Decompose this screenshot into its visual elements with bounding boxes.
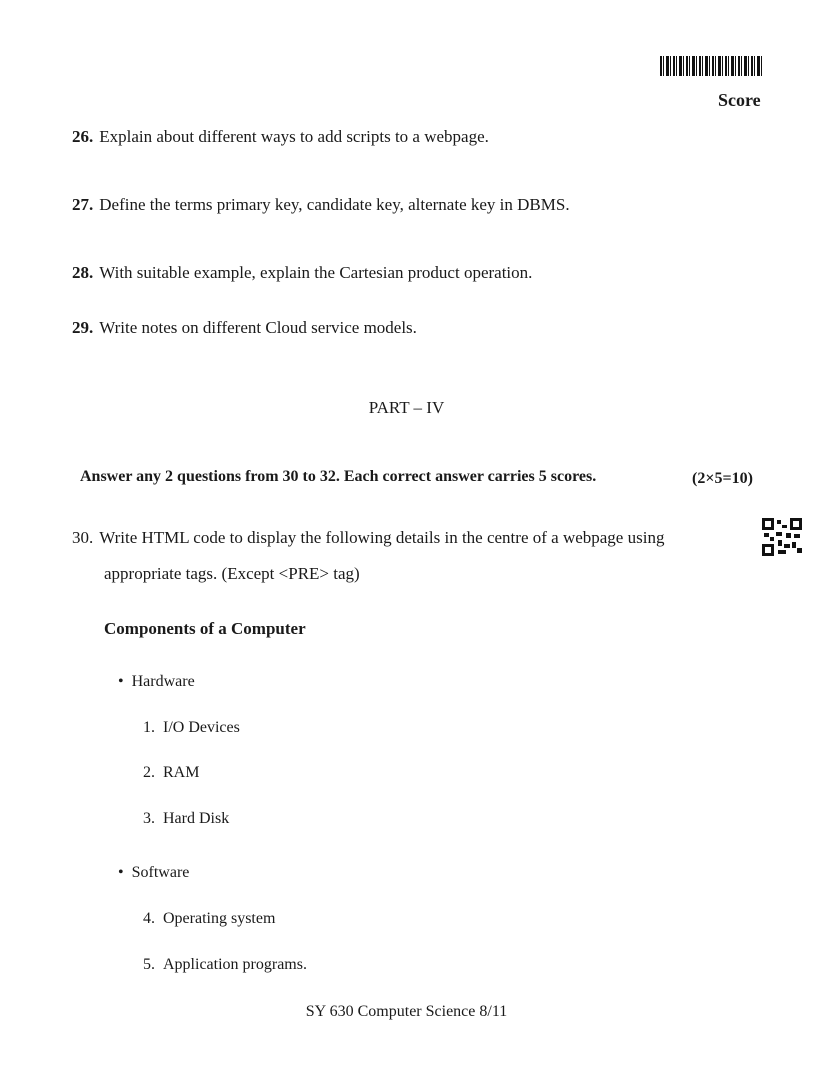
- list-item: [143, 719, 240, 737]
- list-number: 1.: [143, 719, 155, 736]
- question-text: With suitable example, explain the Cartesian product operation.: [99, 263, 533, 282]
- question-text: Write notes on different Cloud service models.: [99, 318, 417, 337]
- bullet-label: Hardware: [131, 673, 195, 690]
- part-instruction: Answer any 2 questions from 30 to 32. Each correct answer carries 5 scores.: [80, 468, 597, 485]
- question-29: [72, 318, 417, 338]
- bullet-icon: •: [118, 864, 132, 881]
- question-text: Explain about different ways to add scripts to a webpage.: [99, 127, 489, 146]
- list-item: [143, 956, 307, 974]
- list-item-text: Hard Disk: [163, 810, 230, 827]
- question-number: 27.: [72, 195, 94, 214]
- question-30: [72, 528, 752, 548]
- list-number: 4.: [143, 910, 155, 927]
- bullet-label: Software: [131, 864, 190, 881]
- list-item-text: I/O Devices: [163, 719, 240, 736]
- list-item: [143, 910, 275, 928]
- list-item-text: Application programs.: [163, 956, 307, 973]
- question-number: 26.: [72, 127, 94, 146]
- section-heading: Components of a Computer: [104, 619, 306, 638]
- question-text: Define the terms primary key, candidate key, alternate key in DBMS.: [99, 195, 570, 214]
- list-item-text: RAM: [163, 764, 200, 781]
- list-item: [143, 810, 229, 828]
- page-footer: SY 630 Computer Science 8/11: [305, 1003, 508, 1020]
- question-text-line1: Write HTML code to display the following details in the centre of a webpage using: [99, 528, 665, 547]
- question-28: [72, 263, 532, 283]
- list-number: 2.: [143, 764, 155, 781]
- question-text-line2: appropriate tags. (Except <PRE> tag): [104, 564, 360, 583]
- part-title: PART – IV: [368, 398, 445, 417]
- barcode: [660, 56, 764, 76]
- list-item-text: Operating system: [163, 910, 276, 927]
- score-label: Score: [718, 90, 761, 110]
- bullet-item-hardware: [118, 673, 195, 691]
- list-number: 3.: [143, 810, 155, 827]
- question-26: [72, 127, 489, 147]
- part-marks: (2×5=10): [692, 470, 753, 487]
- bullet-icon: •: [118, 673, 132, 690]
- question-number: 28.: [72, 263, 94, 282]
- bullet-item-software: [118, 864, 189, 882]
- list-number: 5.: [143, 956, 155, 973]
- question-number: 29.: [72, 318, 94, 337]
- question-number: 30.: [72, 528, 94, 547]
- question-27: [72, 195, 570, 215]
- list-item: [143, 764, 199, 782]
- qr-code-icon: [762, 518, 802, 556]
